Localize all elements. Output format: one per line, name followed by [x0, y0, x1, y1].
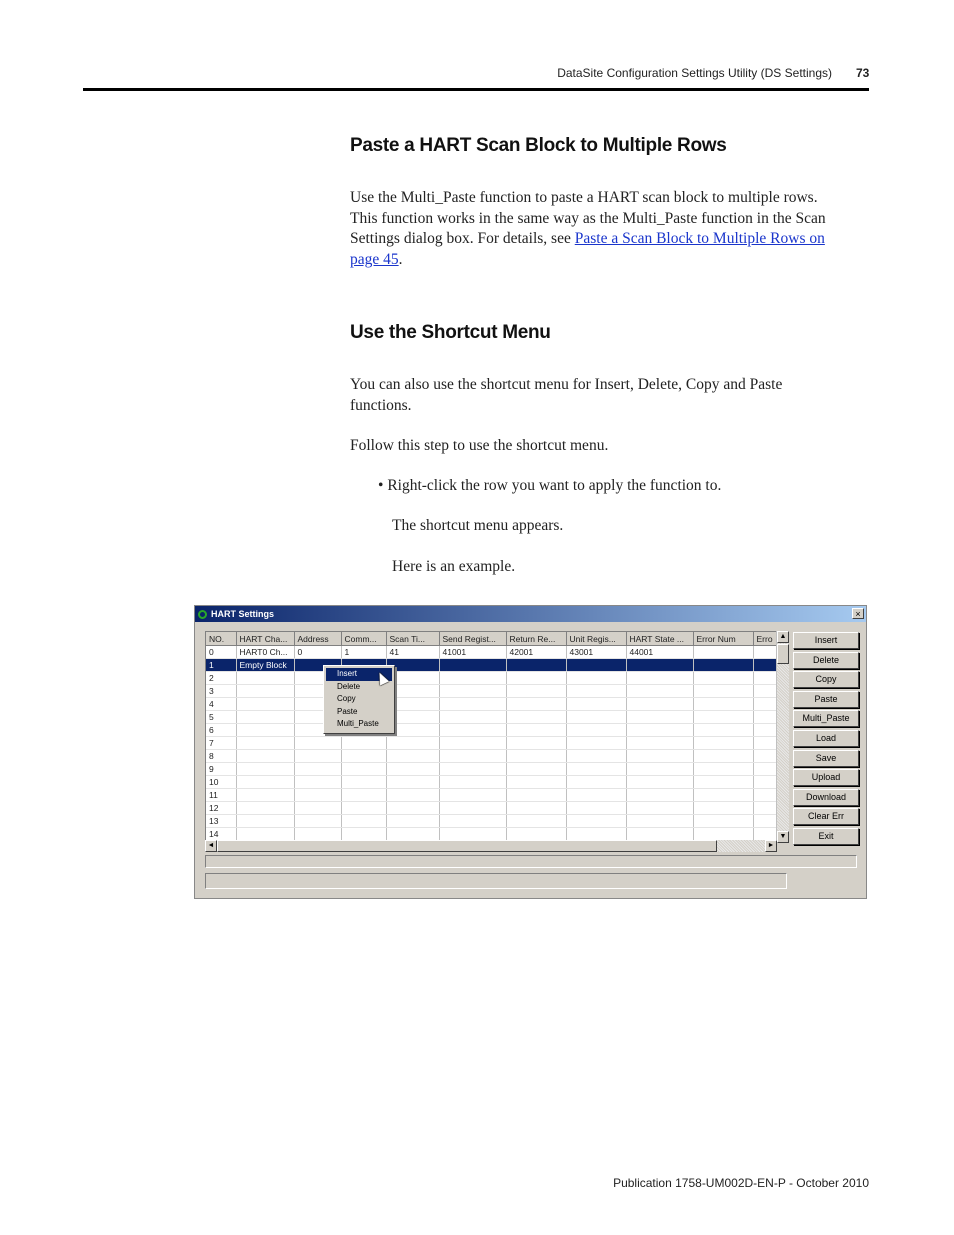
table-cell[interactable]	[506, 828, 566, 841]
table-cell[interactable]: 1	[206, 659, 236, 672]
table-row[interactable]	[206, 737, 783, 750]
app-icon	[198, 610, 207, 619]
footer-publication: Publication 1758-UM002D-EN-P - October 2010	[613, 1176, 869, 1190]
table-row[interactable]	[206, 750, 783, 763]
table-cell[interactable]	[506, 776, 566, 789]
table-cell[interactable]	[566, 672, 626, 685]
table-cell[interactable]	[439, 789, 506, 802]
table-cell[interactable]	[341, 789, 386, 802]
table-cell[interactable]	[506, 724, 566, 737]
scroll-down-icon[interactable]: ▼	[777, 831, 789, 843]
table-cell[interactable]	[506, 685, 566, 698]
table-cell[interactable]	[236, 802, 294, 815]
table-cell[interactable]	[386, 763, 439, 776]
insert-button[interactable]: Insert	[793, 632, 859, 649]
table-row[interactable]	[206, 659, 783, 672]
column-header[interactable]: Address	[294, 632, 341, 646]
table-cell[interactable]: HART0 Ch...	[236, 646, 294, 659]
shortcut-para-line-2: functions.	[350, 396, 412, 414]
page-45-link[interactable]: page 45	[350, 250, 399, 268]
table-cell[interactable]: 6	[206, 724, 236, 737]
table-cell[interactable]	[386, 815, 439, 828]
table-cell[interactable]	[693, 672, 753, 685]
table-cell[interactable]	[236, 685, 294, 698]
table-cell[interactable]	[693, 646, 753, 659]
table-cell[interactable]	[566, 802, 626, 815]
shortcut-paragraph-1	[350, 375, 865, 416]
column-header[interactable]: Return Re...	[506, 632, 566, 646]
close-button[interactable]: ×	[852, 608, 864, 619]
table-cell[interactable]	[506, 659, 566, 672]
table-cell[interactable]	[566, 789, 626, 802]
clear-err-button[interactable]: Clear Err	[793, 808, 859, 825]
table-cell[interactable]: 41001	[439, 646, 506, 659]
table-cell[interactable]	[294, 802, 341, 815]
table-cell[interactable]	[626, 698, 693, 711]
table-cell[interactable]	[506, 789, 566, 802]
table-cell[interactable]	[626, 750, 693, 763]
table-cell[interactable]	[439, 672, 506, 685]
table-cell[interactable]	[626, 802, 693, 815]
exit-button[interactable]: Exit	[793, 828, 859, 845]
table-cell[interactable]	[506, 737, 566, 750]
bullet-item	[378, 477, 721, 495]
scan-block-link[interactable]: Paste a Scan Block to Multiple Rows on	[574, 230, 825, 247]
table-cell[interactable]: 3	[206, 685, 236, 698]
table-cell[interactable]	[341, 776, 386, 789]
table-cell[interactable]	[693, 802, 753, 815]
table-cell[interactable]: 7	[206, 737, 236, 750]
table-cell[interactable]	[693, 828, 753, 841]
table-cell[interactable]	[693, 815, 753, 828]
bullet-icon: •	[378, 477, 384, 494]
hart-settings-window	[194, 605, 867, 899]
copy-button[interactable]: Copy	[793, 671, 859, 688]
table-cell[interactable]	[341, 763, 386, 776]
hart-grid[interactable]	[205, 631, 787, 842]
table-cell[interactable]	[439, 685, 506, 698]
table-cell[interactable]	[439, 724, 506, 737]
table-cell[interactable]	[506, 711, 566, 724]
paste-button[interactable]: Paste	[793, 691, 859, 708]
progress-bar	[205, 855, 857, 868]
para-line-3: Settings dialog box. For details, see	[350, 230, 575, 247]
table-cell[interactable]: 43001	[566, 646, 626, 659]
context-menu-item-paste[interactable]: Paste	[337, 706, 358, 716]
table-cell[interactable]: 13	[206, 815, 236, 828]
table-cell[interactable]	[294, 789, 341, 802]
table-cell[interactable]	[294, 828, 341, 841]
table-cell[interactable]: 9	[206, 763, 236, 776]
table-cell[interactable]	[693, 763, 753, 776]
table-cell[interactable]	[693, 737, 753, 750]
table-cell[interactable]	[294, 750, 341, 763]
column-header[interactable]: Scan Ti...	[386, 632, 439, 646]
header-title: DataSite Configuration Settings Utility (DS Settings)	[557, 66, 832, 80]
table-cell[interactable]	[236, 724, 294, 737]
table-cell[interactable]	[566, 685, 626, 698]
table-cell[interactable]	[439, 815, 506, 828]
table-cell[interactable]	[236, 815, 294, 828]
table-cell[interactable]	[294, 776, 341, 789]
table-cell[interactable]	[294, 815, 341, 828]
table-row[interactable]	[206, 698, 783, 711]
bullet-text: Right-click the row you want to apply the function to.	[387, 477, 722, 494]
table-cell[interactable]	[341, 802, 386, 815]
column-header[interactable]: NO.	[206, 632, 236, 646]
table-cell[interactable]: 5	[206, 711, 236, 724]
table-cell[interactable]: 0	[206, 646, 236, 659]
table-cell[interactable]	[626, 789, 693, 802]
table-cell[interactable]: 8	[206, 750, 236, 763]
table-cell[interactable]	[236, 789, 294, 802]
button-column	[793, 632, 859, 848]
shortcut-para-line-1: You can also use the shortcut menu for Insert, Delete, Copy and Paste	[350, 376, 783, 393]
table-cell[interactable]: 42001	[506, 646, 566, 659]
table-cell[interactable]	[693, 750, 753, 763]
table-cell[interactable]: 41	[386, 646, 439, 659]
table-cell[interactable]	[386, 750, 439, 763]
table-cell[interactable]	[439, 763, 506, 776]
table-cell[interactable]	[341, 815, 386, 828]
table-cell[interactable]	[236, 698, 294, 711]
column-header[interactable]: Error Num	[693, 632, 753, 646]
table-cell[interactable]: 10	[206, 776, 236, 789]
table-cell[interactable]: Empty Block	[236, 659, 294, 672]
multi-paste-paragraph	[350, 188, 865, 270]
table-cell[interactable]	[566, 815, 626, 828]
table-cell[interactable]	[439, 698, 506, 711]
table-row[interactable]	[206, 646, 783, 659]
section-heading-multi-paste: Paste a HART Scan Block to Multiple Rows	[350, 135, 727, 156]
table-cell[interactable]	[236, 750, 294, 763]
delete-button[interactable]: Delete	[793, 652, 859, 669]
table-cell[interactable]	[236, 672, 294, 685]
table-cell[interactable]: 4	[206, 698, 236, 711]
scroll-right-icon[interactable]: ►	[765, 840, 777, 852]
table-cell[interactable]	[626, 685, 693, 698]
window-titlebar[interactable]	[195, 606, 866, 622]
context-menu-item-insert[interactable]: Insert	[326, 668, 392, 681]
table-cell[interactable]	[626, 672, 693, 685]
table-cell[interactable]	[236, 737, 294, 750]
horizontal-scrollbar[interactable]	[205, 840, 777, 852]
table-cell[interactable]	[236, 828, 294, 841]
table-cell[interactable]	[693, 711, 753, 724]
table-cell[interactable]	[566, 763, 626, 776]
table-cell[interactable]	[626, 737, 693, 750]
scroll-left-icon[interactable]: ◄	[205, 840, 217, 852]
context-menu-item-delete[interactable]: Delete	[337, 681, 361, 691]
table-row[interactable]	[206, 828, 783, 841]
table-cell[interactable]	[386, 802, 439, 815]
table-cell[interactable]	[626, 815, 693, 828]
table-row[interactable]	[206, 776, 783, 789]
table-row[interactable]	[206, 763, 783, 776]
table-cell[interactable]	[439, 711, 506, 724]
table-cell[interactable]	[566, 724, 626, 737]
table-cell[interactable]	[341, 737, 386, 750]
shortcut-paragraph-2: Follow this step to use the shortcut menu.	[350, 437, 609, 454]
table-cell[interactable]	[626, 659, 693, 672]
horizontal-scroll-thumb[interactable]	[217, 840, 717, 852]
table-cell[interactable]	[566, 659, 626, 672]
table-cell[interactable]	[386, 737, 439, 750]
table-cell[interactable]	[506, 750, 566, 763]
table-cell[interactable]	[566, 776, 626, 789]
table-cell[interactable]	[566, 698, 626, 711]
bullet-result-text: The shortcut menu appears.	[392, 517, 564, 534]
header-rule	[83, 88, 869, 91]
table-cell[interactable]: 2	[206, 672, 236, 685]
column-header[interactable]: Erro	[753, 632, 783, 646]
example-text: Here is an example.	[392, 558, 516, 575]
table-cell[interactable]	[693, 698, 753, 711]
table-cell[interactable]	[693, 724, 753, 737]
column-header[interactable]: HART State ...	[626, 632, 693, 646]
table-cell[interactable]	[341, 828, 386, 841]
table-cell[interactable]: 0	[294, 646, 341, 659]
table-cell[interactable]	[626, 776, 693, 789]
table-cell[interactable]	[566, 711, 626, 724]
table-cell[interactable]	[566, 737, 626, 750]
para-end: .	[398, 250, 403, 268]
table-cell[interactable]	[693, 776, 753, 789]
table-cell[interactable]	[626, 724, 693, 737]
table-cell[interactable]	[386, 789, 439, 802]
table-cell[interactable]	[236, 711, 294, 724]
status-bar	[205, 873, 787, 889]
table-row[interactable]	[206, 685, 783, 698]
save-button[interactable]: Save	[793, 750, 859, 767]
table-cell[interactable]	[386, 776, 439, 789]
table-row[interactable]	[206, 711, 783, 724]
column-header[interactable]: Comm...	[341, 632, 386, 646]
table-cell[interactable]	[439, 659, 506, 672]
para-line-2: This function works in the same way as the Multi_Paste function in the Scan	[350, 209, 826, 227]
table-cell[interactable]	[294, 737, 341, 750]
vertical-scrollbar[interactable]	[776, 631, 789, 843]
scroll-up-icon[interactable]: ▲	[777, 631, 789, 643]
upload-button[interactable]: Upload	[793, 769, 859, 786]
table-row[interactable]	[206, 672, 783, 685]
table-row[interactable]	[206, 802, 783, 815]
table-cell[interactable]	[439, 828, 506, 841]
table-cell[interactable]	[439, 750, 506, 763]
table-cell[interactable]	[506, 802, 566, 815]
vertical-scroll-thumb[interactable]	[777, 644, 789, 664]
table-row[interactable]	[206, 789, 783, 802]
table-cell[interactable]	[626, 828, 693, 841]
context-menu-item-copy[interactable]: Copy	[337, 694, 356, 703]
window-title: HART Settings	[211, 609, 274, 619]
table-cell[interactable]	[439, 776, 506, 789]
table-row[interactable]	[206, 815, 783, 828]
table-cell[interactable]	[341, 750, 386, 763]
page-number: 73	[856, 66, 870, 80]
table-cell[interactable]	[566, 750, 626, 763]
table-cell[interactable]: 1	[341, 646, 386, 659]
table-cell[interactable]: 11	[206, 789, 236, 802]
table-cell[interactable]	[506, 763, 566, 776]
table-cell[interactable]	[626, 763, 693, 776]
column-header[interactable]: Send Regist...	[439, 632, 506, 646]
table-cell[interactable]	[693, 659, 753, 672]
section-heading-shortcut-menu: Use the Shortcut Menu	[350, 322, 551, 343]
context-menu-item-multi-paste[interactable]: Multi_Paste	[337, 719, 379, 728]
table-cell[interactable]	[386, 828, 439, 841]
load-button[interactable]: Load	[793, 730, 859, 747]
column-header[interactable]: HART Cha...	[236, 632, 294, 646]
table-cell[interactable]	[566, 828, 626, 841]
table-cell[interactable]	[439, 737, 506, 750]
table-cell[interactable]	[506, 672, 566, 685]
table-cell[interactable]	[236, 776, 294, 789]
table-cell[interactable]: 14	[206, 828, 236, 841]
hart-table	[206, 632, 784, 842]
table-cell[interactable]: 44001	[626, 646, 693, 659]
table-cell[interactable]	[506, 815, 566, 828]
column-header[interactable]: Unit Regis...	[566, 632, 626, 646]
para-line-1: Use the Multi_Paste function to paste a HART scan block to multiple rows.	[350, 189, 818, 206]
table-row[interactable]	[206, 724, 783, 737]
table-cell[interactable]	[236, 763, 294, 776]
table-cell[interactable]	[439, 802, 506, 815]
download-button[interactable]: Download	[793, 789, 859, 806]
table-cell[interactable]	[693, 685, 753, 698]
multi-paste-button[interactable]: Multi_Paste	[793, 710, 859, 727]
table-cell[interactable]: 12	[206, 802, 236, 815]
table-cell[interactable]	[294, 763, 341, 776]
header-row	[206, 632, 783, 646]
table-cell[interactable]	[693, 789, 753, 802]
table-cell[interactable]	[626, 711, 693, 724]
table-cell[interactable]	[506, 698, 566, 711]
